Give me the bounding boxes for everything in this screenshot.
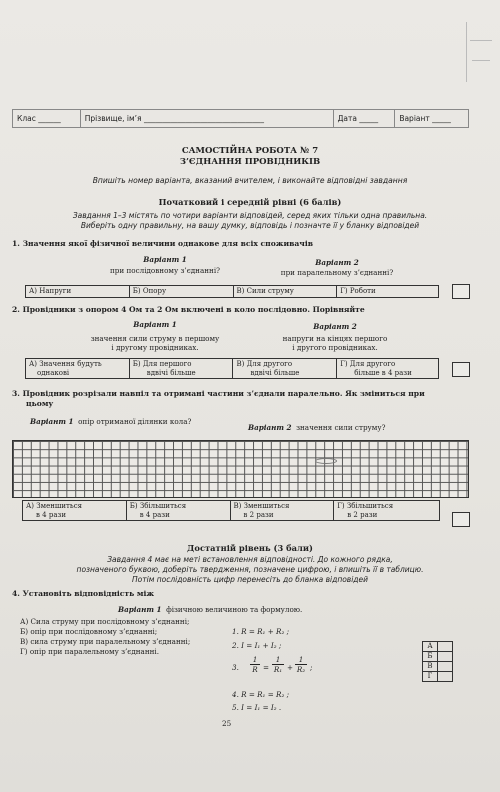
q4-letter-g: Г (423, 672, 438, 682)
q3-v1-text: опір отриманої ділянки кола? (78, 417, 192, 426)
q4-left-b: Б) опір при послідовному з’єднанні; (20, 627, 158, 636)
q4-formula-3 (232, 655, 332, 683)
surname-label: Прізвище, ім’я (84, 114, 142, 123)
q4-f3-plus: + (287, 663, 294, 672)
q1-option-b[interactable]: Б) Опору (129, 286, 233, 298)
pencil-smudge (315, 458, 337, 464)
q4-variant1 (118, 605, 302, 614)
q2-option-b-line1: Б) Для першого (132, 360, 192, 368)
q3-line2: цьому (26, 399, 54, 408)
q2-v2-line2: і другого провідниках. (292, 343, 378, 352)
q2-option-v-line1: В) Для другого (236, 360, 293, 368)
level2-note-1: Завдання 4 має на меті встановлення відповідності. До кожного рядка, (107, 555, 393, 564)
class-label: Клас (17, 114, 36, 123)
q4-f3-r1 (272, 655, 284, 674)
surname-field[interactable]: Прізвище, ім’я ________________________________ (81, 110, 334, 127)
q1-v2-label: Варіант 2 (315, 258, 359, 267)
q2-v2-label: Варіант 2 (313, 322, 357, 331)
q2-text: 2. Провідники з опором 4 Ом та 2 Ом включені в коло послідовно. Порівняйте (12, 305, 365, 314)
q3-option-v-line1: В) Зменшиться (233, 502, 290, 510)
q2-answer-box[interactable] (452, 362, 470, 377)
q4-letter-a: А (423, 642, 438, 652)
q4-v1-label: Варіант 1 (118, 605, 162, 614)
q3-option-g-line1: Г) Збільшиться (337, 502, 394, 510)
q2-v1-label: Варіант 1 (133, 320, 177, 329)
q1-options (25, 285, 439, 298)
q2-option-v[interactable] (233, 359, 337, 379)
q2-v1-line2: і другому провідниках. (111, 343, 199, 352)
level2-note-2: позначеного буквою, доберіть твердження, позначене цифрою, і впишіть її в таблицю. (76, 565, 424, 574)
q4-left-g: Г) опір при паралельному з’єднанні. (20, 647, 159, 656)
q3-v2-label: Варіант 2 (248, 423, 292, 432)
q2-option-v-line2: вдвічі більше (250, 368, 300, 377)
q4-answer-b[interactable] (438, 652, 453, 662)
q2-v1-line1: значення сили струму в першому (90, 334, 220, 343)
q3-options (22, 500, 440, 521)
q2-option-g[interactable] (337, 359, 439, 379)
q4-letter-b: Б (423, 652, 438, 662)
pencil-marks-3 (472, 60, 490, 61)
q1-v1-text: при послідовному з’єднанні? (110, 266, 220, 275)
q4-f3-lhs-den: R (250, 664, 260, 674)
q2-option-g-line1: Г) Для другого (340, 360, 396, 368)
q4-formula-2: 2. I = I₁ + I₂ ; (232, 641, 282, 650)
q2-v2-line1: напруги на кінцях першого (282, 334, 388, 343)
q2-option-b[interactable] (129, 359, 233, 379)
q2-options (25, 358, 439, 379)
level1-heading: Початковий і середній рівні (6 балів) (158, 197, 342, 207)
page-number: 25 (222, 719, 232, 728)
work-subtitle: З’ЄДНАННЯ ПРОВІДНИКІВ (179, 157, 321, 167)
q2-option-a-line2: однакові (37, 368, 70, 377)
q3-v2-text: значення сили струму? (296, 423, 386, 432)
q3-answer-box[interactable] (452, 512, 470, 527)
q4-left-a: А) Сила струму при послідовному з’єднанні; (20, 617, 190, 626)
q4-f3-equals: = (263, 663, 270, 672)
q4-f3-lhs-num: 1 (252, 655, 258, 664)
q4-f3-num: 3. (232, 663, 239, 672)
level1-note-1: Завдання 1–3 містять по чотири варіанти відповідей, серед яких тільки одна правильна. (72, 211, 428, 220)
date-label: Дата (337, 114, 357, 123)
level1-note-2: Виберіть одну правильну, на вашу думку, відповідь і позначте її у бланку відповідей (80, 221, 420, 230)
q3-v1-label: Варіант 1 (30, 417, 74, 426)
q3-option-g-line2: в 2 рази (347, 510, 378, 519)
q1-answer-box[interactable] (452, 284, 470, 299)
q2-option-a-line1: А) Значення будуть (29, 360, 102, 368)
pencil-marks (466, 22, 496, 82)
squared-workspace[interactable] (12, 440, 469, 498)
q4-f3-lhs (250, 655, 260, 674)
q4-formula-1: 1. R = R₁ + R₂ ; (232, 627, 290, 636)
q1-option-v[interactable]: В) Сили струму (233, 286, 337, 298)
q3-option-a-line1: А) Зменшиться (26, 502, 83, 510)
q4-f3-r2 (295, 655, 307, 674)
q3-option-b-line2: в 4 рази (139, 510, 170, 519)
q4-v1-text: фізичною величиною та формулою. (166, 605, 303, 614)
work-title: САМОСТІЙНА РОБОТА № 7 (181, 146, 319, 156)
q4-left-v: В) сила струму при паралельному з’єднанні; (20, 637, 191, 646)
q3-option-a-line2: в 4 рази (36, 510, 66, 519)
q4-answer-g[interactable] (438, 672, 453, 682)
q4-text: 4. Установіть відповідність між (12, 589, 155, 598)
level2-heading: Достатній рівень (3 бали) (187, 543, 313, 553)
q3-option-b-line1: Б) Збільшиться (129, 502, 187, 510)
q4-answer-a[interactable] (438, 642, 453, 652)
instruction: Впишіть номер варіанта, вказаний вчителем, і виконайте відповідні завдання (92, 176, 408, 185)
q3-option-v-line2: в 2 рази (243, 510, 274, 519)
q4-f3-r1-num: 1 (275, 655, 281, 664)
q1-text: 1. Значення якої фізичної величини однакове для всіх споживачів (12, 239, 314, 248)
q1-v2-text: при паралельному з’єднанні? (280, 268, 394, 277)
q4-formula-4: 4. R = R₁ = R₂ ; (232, 690, 290, 699)
q2-option-a[interactable] (26, 359, 130, 379)
student-header (12, 109, 469, 128)
pencil-marks-2 (470, 40, 492, 41)
q4-f3-r2-num: 1 (298, 655, 304, 664)
q3-line1: 3. Провідник розрізали навпіл та отримані частини з’єднали паралельно. Як зміниться при (12, 389, 425, 398)
q4-answer-table (422, 641, 453, 682)
q3-option-b[interactable] (126, 501, 230, 521)
q4-f3-r2-den: R₂ (296, 665, 306, 674)
q2-option-b-line2: вдвічі більше (146, 368, 196, 377)
q4-answer-v[interactable] (438, 662, 453, 672)
level2-note-3: Потім послідовність цифр перенесіть до бланка відповідей (132, 575, 368, 584)
q4-f3-semicolon: ; (310, 663, 313, 672)
q1-option-a[interactable]: А) Напруги (26, 286, 130, 298)
q4-formula-5: 5. I = I₁ = I₂ . (232, 703, 282, 712)
q4-f3-r1-den: R₁ (273, 665, 283, 674)
q3-option-a[interactable] (23, 501, 127, 521)
q3-option-v[interactable] (230, 501, 334, 521)
q1-option-g[interactable]: Г) Роботи (337, 286, 439, 298)
q2-option-g-line2: більше в 4 рази (354, 368, 412, 377)
date-field[interactable]: Дата _____ (334, 110, 396, 127)
q3-option-g[interactable] (334, 501, 440, 521)
q3-variant1 (30, 417, 191, 426)
q3-variant2 (248, 423, 385, 432)
q4-letter-v: В (423, 662, 438, 672)
q1-v1-label: Варіант 1 (143, 255, 187, 264)
variant-label: Варіант (399, 114, 430, 123)
variant-field[interactable]: Варіант _____ (399, 114, 451, 123)
q4-left-column (20, 617, 190, 657)
class-field[interactable]: Клас ______ (13, 110, 81, 127)
